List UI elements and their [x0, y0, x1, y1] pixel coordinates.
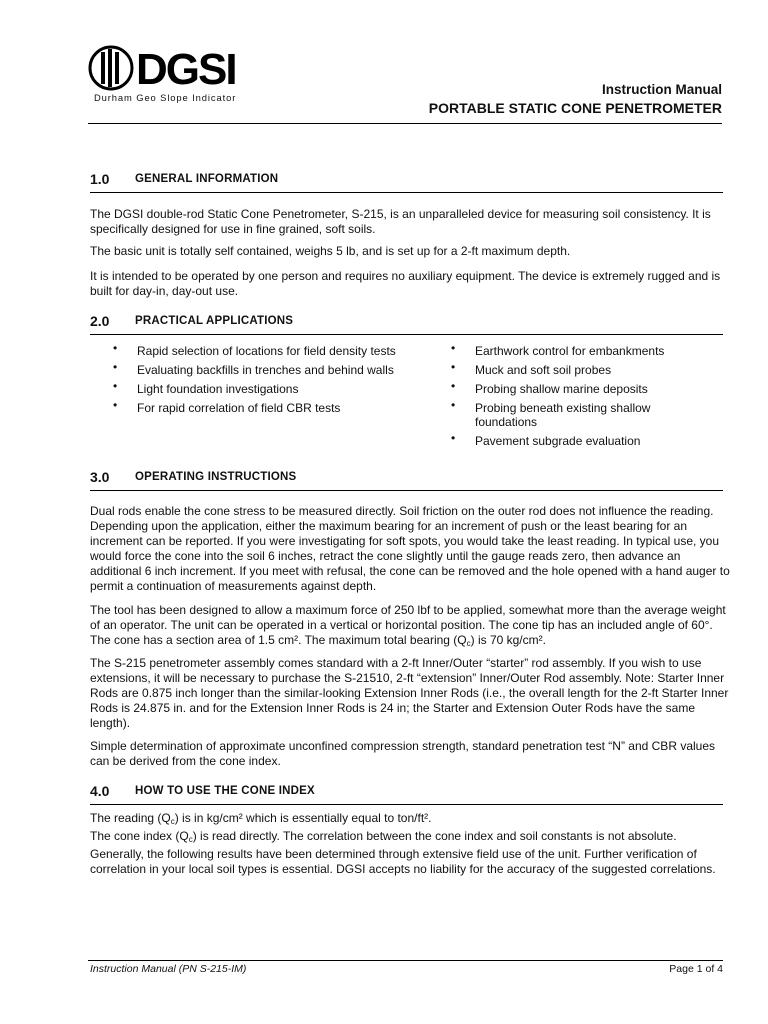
paragraph: The S-215 penetrometer assembly comes standard with a 2-ft Inner/Outer “starter” rod assembly. If you wish to use extensions, it will be necessary to purchase the S-21510, 2-ft “extension” Inner/Outer Rod assembly. Note: Starter Inner Rods are 0.875 inch longer than the similar-looking Extension Inner Rods (i.e., the overall length for the 2-ft Starter Inner Rods is 24.875 in. and for the Extension Inner Rods is 24 in; the Starter and Extension Outer Rods have the same length).: [90, 656, 729, 730]
section-number: 4.0: [90, 783, 110, 799]
section-title: GENERAL INFORMATION: [135, 173, 279, 185]
footer-rule: [88, 960, 723, 961]
section-number: 3.0: [90, 469, 110, 485]
list-item: • Muck and soft soil probes: [451, 363, 691, 377]
paragraph: Dual rods enable the cone stress to be measured directly. Soil friction on the outer rod does not influence the reading. Depending upon the application, either the maximum bearing for an increment of push or the least bearing for an increment can be reported. If you were investigating for soft spots, you would take the least reading. In typical use, you would force the cone into the soil 6 inches, retract the cone slightly until the gauge reads zero, then advance an additional 6 inch increment. If you meet with refusal, the cone can be removed and the hole opened with a hand auger to permit a continuation of measurements against depth.: [90, 504, 730, 593]
paragraph: [90, 603, 730, 651]
list-item: • Evaluating backfills in trenches and behind walls: [113, 363, 398, 377]
section-title: HOW TO USE THE CONE INDEX: [135, 785, 315, 797]
text-run: ) is read directly. The correlation between the cone index and soil constants is not absolute. Generally, the following results have been determined through extensive field use of the unit. Further verification of correlation in your local soil types is essential. DGSI accepts no liability for the accuracy of the suggested correlations.: [90, 829, 716, 876]
section-2-heading: [90, 313, 724, 333]
logo-wordmark: DGSI: [136, 45, 236, 92]
dgsi-logo: [88, 44, 258, 106]
list-item: • Earthwork control for embankments: [451, 344, 691, 358]
applications-list-left: [113, 344, 398, 420]
section-3-heading: [90, 469, 724, 489]
applications-list-right: [451, 344, 691, 453]
paragraph: It is intended to be operated by one person and requires no auxiliary equipment. The device is extremely rugged and is built for day-in, day-out use.: [90, 269, 721, 298]
section-number: 2.0: [90, 313, 110, 329]
list-item: • Pavement subgrade evaluation: [451, 434, 691, 448]
text-run: ) is in kg/cm² which is essentially equal to ton/ft².: [174, 811, 432, 825]
paragraph: Simple determination of approximate unconfined compression strength, standard penetration test “N” and CBR values can be derived from the cone index.: [90, 739, 716, 768]
list-item: • Rapid selection of locations for field density tests: [113, 344, 398, 358]
subscript: c: [188, 835, 193, 844]
paragraph: The DGSI double-rod Static Cone Penetrometer, S-215, is an unparalleled device for measuring soil consistency. It is specifically designed for use in fine grained, soft soils.: [90, 207, 711, 236]
section-4-heading: [90, 783, 724, 803]
section-number: 1.0: [90, 171, 110, 187]
logo-subtitle: Durham Geo Slope Indicator: [94, 92, 237, 103]
paragraph: [90, 811, 730, 829]
footer-page-number: Page 1 of 4: [669, 963, 723, 975]
paragraph: [90, 829, 730, 877]
list-item: • Light foundation investigations: [113, 382, 398, 396]
section-rule: [90, 804, 723, 805]
text-run: The tool has been designed to allow a maximum force of 250 lbf to be applied, somewhat more than the average weight of an operator. The unit can be operated in a vertical or horizontal position. The cone tip has an included angle of 60°. The cone has a section area of 1.5 cm². The maximum total bearing (Q: [90, 603, 726, 647]
header-rule: [88, 123, 722, 124]
text-run: The cone index (Q: [90, 829, 189, 843]
manual-label: Instruction Manual: [601, 82, 722, 97]
text-run: ) is 70 kg/cm².: [470, 633, 546, 647]
subscript: c: [466, 639, 471, 648]
section-1-heading: [90, 171, 724, 191]
section-rule: [90, 334, 723, 335]
subscript: c: [170, 817, 175, 826]
list-item: • Probing shallow marine deposits: [451, 382, 691, 396]
footer-document-id: Instruction Manual (PN S-215-IM): [90, 963, 247, 975]
paragraph: The basic unit is totally self contained, weighs 5 lb, and is set up for a 2-ft maximum depth.: [90, 244, 571, 258]
list-item: • For rapid correlation of field CBR tests: [113, 401, 398, 415]
section-rule: [90, 490, 723, 491]
section-title: PRACTICAL APPLICATIONS: [135, 315, 294, 327]
section-rule: [90, 192, 723, 193]
document-title: [429, 81, 722, 117]
product-title: PORTABLE STATIC CONE PENETROMETER: [428, 100, 722, 116]
section-title: OPERATING INSTRUCTIONS: [135, 471, 297, 483]
list-item: • Probing beneath existing shallow foundations: [451, 401, 691, 429]
text-run: The reading (Q: [90, 811, 171, 825]
